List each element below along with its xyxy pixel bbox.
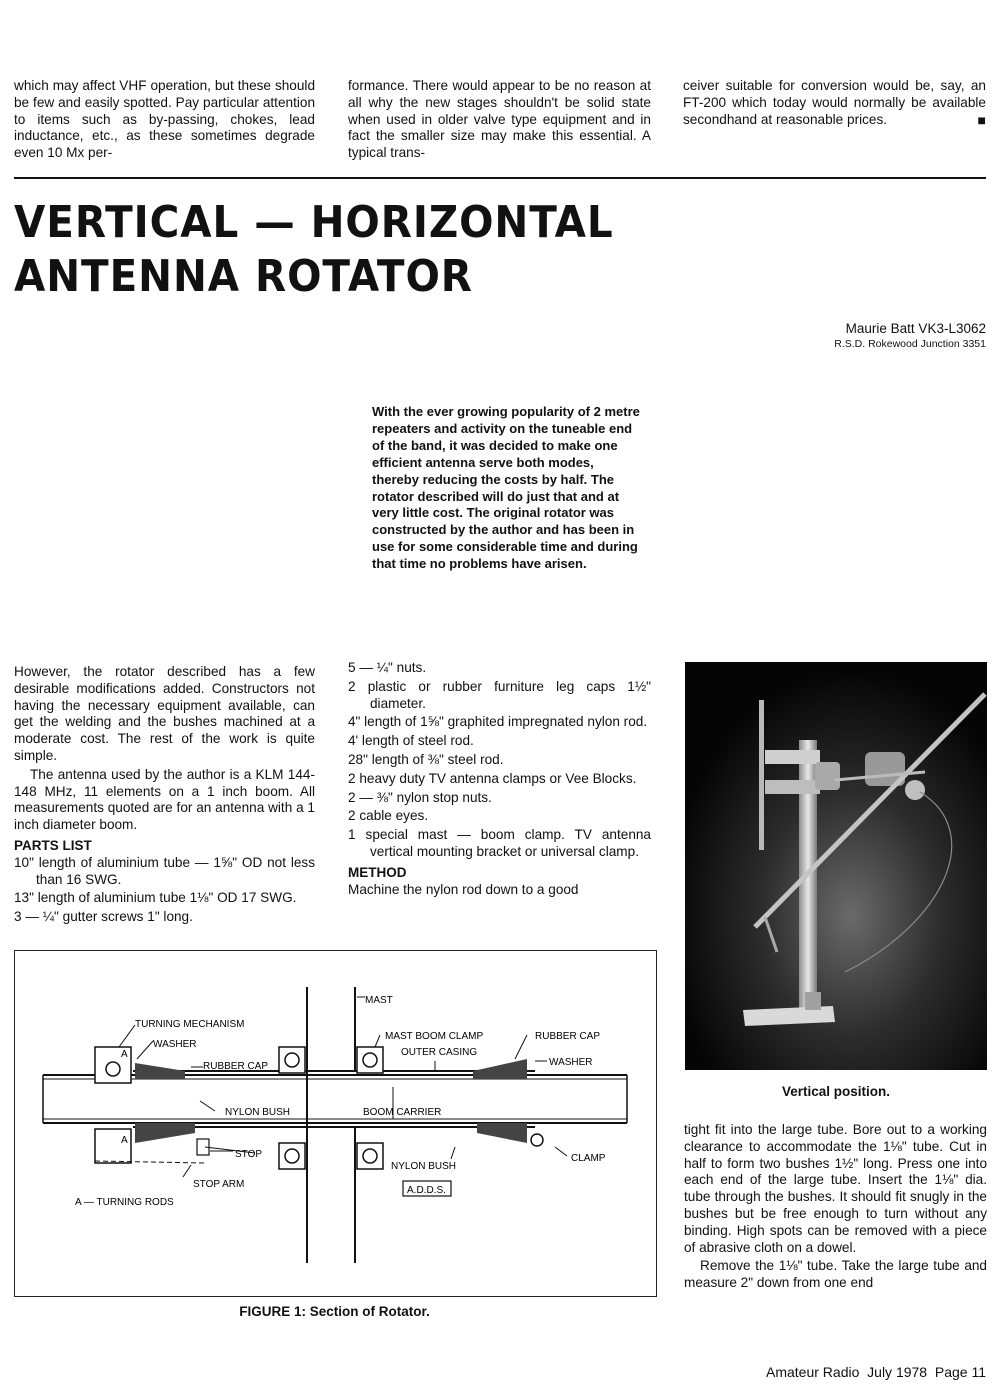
end-mark: ■: [977, 111, 986, 128]
parts-item: 2 — ⅜" nylon stop nuts.: [348, 789, 492, 805]
figure-1: [14, 950, 657, 1297]
top-column-3-text: ceiver suitable for conversion would be, say, an FT-200 which today would normally be available secondhand at reasonable prices.: [683, 78, 986, 127]
label-adds: A.D.D.S.: [407, 1185, 446, 1196]
parts-item: 5 — ¼" nuts.: [348, 660, 427, 675]
method-heading: METHOD: [348, 864, 407, 880]
right-para-2: Remove the 1⅛" tube. Take the large tube and measure 2" down from one end: [684, 1258, 987, 1291]
title-line-2: ANTENNA ROTATOR: [14, 251, 473, 302]
parts-item: 2 plastic or rubber furniture leg caps 1½" diameter.: [348, 678, 651, 711]
rotator-photo: [685, 662, 987, 1070]
left-para-2: The antenna used by the author is a KLM 144-148 MHz, 11 elements on a 1 inch boom. All measurements quoted are for an antenna with a 1 inch diameter boom.: [14, 766, 315, 833]
section-divider: [14, 177, 986, 179]
label-nylon-bush-left: NYLON BUSH: [225, 1107, 291, 1118]
author-address: R.S.D. Rokewood Junction 3351: [834, 338, 986, 350]
page-footer: Amateur Radio July 1978 Page 11: [766, 1364, 986, 1380]
top-column-3: [683, 78, 986, 128]
parts-item: 28" length of ⅜" steel rod.: [348, 751, 504, 767]
author-name: Maurie Batt VK3-L3062: [845, 321, 986, 336]
parts-item: 1 special mast — boom clamp. TV antenna vertical mounting bracket or universal clamp.: [348, 827, 651, 859]
byline: [834, 321, 986, 350]
parts-item: 4" length of 1⅝" graphited impregnated nylon rod.: [348, 714, 648, 730]
parts-item: 3 — ¼" gutter screws 1" long.: [14, 909, 193, 925]
label-mast: MAST: [365, 995, 393, 1006]
label-turning-rods: A — TURNING RODS: [75, 1197, 174, 1208]
title-line-1: VERTICAL — HORIZONTAL: [14, 197, 614, 248]
top-column-2: [348, 78, 651, 162]
intro-paragraph: With the ever growing popularity of 2 metre repeaters and activity on the tuneable end of the band, it was decided to make one efficient antenna serve both modes, thereby reducing the costs by half. The rotator described will do just that and at very little cost. The original rotator was constructed by the author and has been in use for some considerable time and during that time no problems have arisen.: [372, 404, 640, 572]
label-washer-right: WASHER: [549, 1057, 593, 1068]
top-column-1: [14, 78, 315, 162]
left-column: [14, 664, 315, 928]
figure-caption: FIGURE 1: Section of Rotator.: [239, 1304, 430, 1319]
label-stop: STOP: [235, 1149, 263, 1160]
method-text: Machine the nylon rod down to a good: [348, 881, 579, 897]
label-rubber-cap-left: RUBBER CAP: [203, 1061, 269, 1072]
top-column-1-text: which may affect VHF operation, but these should be few and easily spotted. Pay particular attention to items such as by-passing, chokes, lead inductance, etc., as these sometimes degrade even 10 Mx per-: [14, 78, 315, 161]
parts-item: 10" length of aluminium tube — 1⅝" OD not less than 16 SWG.: [14, 854, 315, 887]
top-column-2-text: formance. There would appear to be no reason at all why the new stages shouldn't be solid state when used in older valve type equipment and in fact the smaller size may make this essential. A typical trans-: [348, 78, 651, 161]
parts-item: 13" length of aluminium tube 1⅛" OD 17 SWG.: [14, 890, 297, 906]
label-mast-boom-clamp: MAST BOOM CLAMP: [385, 1031, 484, 1042]
parts-item: 4' length of steel rod.: [348, 733, 474, 749]
label-outer-casing: OUTER CASING: [401, 1047, 478, 1058]
label-rubber-cap-right: RUBBER CAP: [535, 1031, 601, 1042]
rotator-photo-image: [685, 662, 987, 1070]
right-column: [684, 1122, 987, 1294]
label-boom-carrier: BOOM CARRIER: [363, 1107, 442, 1118]
parts-item: 2 heavy duty TV antenna clamps or Vee Blocks.: [348, 770, 637, 786]
label-nylon-bush-right: NYLON BUSH: [391, 1161, 457, 1172]
rotator-section-diagram: [15, 951, 656, 1296]
label-a-top: A: [121, 1049, 128, 1060]
label-clamp: CLAMP: [571, 1153, 606, 1164]
parts-list-heading: PARTS LIST: [14, 837, 92, 853]
right-para-1: tight fit into the large tube. Bore out to a working clearance to accommodate the 1⅛" tube. Cut in half to form two bushes 1½" long. Press one into each end of the large tube. Insert the 1⅛" dia. tube through the bushes. It should fit snugly in the bushes but be free enough to turn without any binding. High spots can be removed with a piece of abrasive cloth on a dowel.: [684, 1122, 987, 1255]
middle-column: [348, 660, 651, 900]
article-title: [14, 196, 614, 304]
left-para-1: However, the rotator described has a few desirable modifications added. Constructors not having the necessary equipment available, can get the welding and the bushes machined at a moderate cost. The rest of the work is quite simple.: [14, 664, 315, 763]
label-a-bottom: A: [121, 1135, 128, 1146]
label-turning-mechanism: TURNING MECHANISM: [135, 1019, 245, 1030]
photo-caption: Vertical position.: [781, 1084, 891, 1099]
label-stop-arm: STOP ARM: [193, 1179, 245, 1190]
label-washer-left: WASHER: [153, 1039, 197, 1050]
parts-item: 2 cable eyes.: [348, 808, 429, 824]
